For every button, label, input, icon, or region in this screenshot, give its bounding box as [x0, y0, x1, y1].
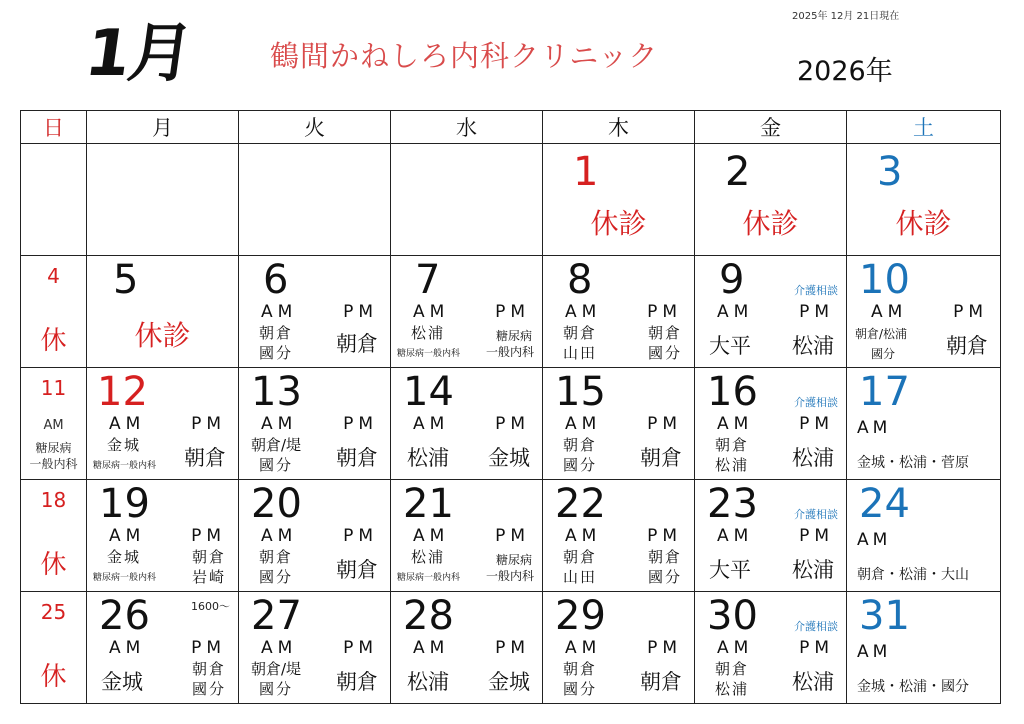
am-doctor: 松浦	[715, 680, 750, 698]
day-cell-16	[695, 368, 847, 480]
week-row-5	[21, 592, 1001, 704]
am-doctor: 國分	[259, 568, 294, 586]
am-doctor: 松浦	[411, 548, 446, 566]
day-number: 29	[555, 593, 606, 639]
day-number: 25	[40, 600, 67, 624]
am-doctor: 國分	[259, 456, 294, 474]
am-label: AM	[857, 530, 892, 550]
am-label: AM	[565, 414, 602, 434]
am-label: AM	[261, 526, 298, 546]
am-label: AM	[261, 414, 298, 434]
am-doctor: 朝倉	[563, 324, 598, 342]
day-number: 16	[707, 369, 758, 415]
am-doctor: 朝倉	[563, 660, 598, 678]
am-doctor: 國分	[563, 680, 598, 698]
pm-label: PM	[647, 302, 682, 322]
pm-doctor: 松浦	[792, 446, 834, 470]
am-doctor: 朝倉	[563, 436, 598, 454]
closed-label: 休診	[742, 207, 799, 240]
am-label: AM	[261, 638, 298, 658]
pm-doctor: 松浦	[792, 670, 834, 694]
am-doctor: 松浦	[411, 324, 446, 342]
day-number: 8	[567, 257, 593, 303]
day-cell-7	[391, 256, 543, 368]
week-row-3	[21, 368, 1001, 480]
day-number: 9	[719, 257, 745, 303]
day-number: 30	[707, 593, 758, 639]
am-label: AM	[109, 526, 146, 546]
am-label: AM	[857, 418, 892, 438]
weekday-thu: 木	[543, 111, 695, 144]
am-doctor: 金城	[107, 548, 142, 566]
am-doctor: 國分	[259, 680, 294, 698]
pm-label: PM	[191, 526, 226, 546]
day-cell-25	[21, 592, 87, 704]
day-number: 24	[859, 481, 910, 527]
rest-label: 休	[40, 662, 67, 692]
specialty-line: 糖尿病	[35, 441, 72, 455]
am-label: AM	[717, 414, 754, 434]
time-note: 1600～	[191, 600, 230, 613]
day-number: 11	[40, 376, 67, 400]
am-doctor: 朝倉/堤	[251, 436, 302, 454]
am-doctor: 朝倉	[259, 324, 294, 342]
weekday-tue: 火	[239, 111, 391, 144]
am-doctor: 國分	[563, 456, 598, 474]
day-cell-empty	[391, 144, 543, 256]
pm-specialty: 糖尿病	[495, 329, 532, 343]
am-doctor: 山田	[563, 344, 598, 362]
am-doctor: 大平	[709, 334, 751, 358]
pm-label: PM	[799, 414, 834, 434]
am-doctor: 松浦	[407, 670, 449, 694]
day-number: 21	[403, 481, 454, 527]
calendar-grid	[20, 110, 1001, 704]
pm-specialty: 一般内科	[485, 345, 534, 359]
pm-label: PM	[647, 526, 682, 546]
pm-label: PM	[495, 526, 530, 546]
am-doctor: 金城	[101, 670, 143, 694]
care-consult-label: 介護相談	[794, 620, 838, 633]
day-number: 3	[877, 149, 903, 195]
care-consult-label: 介護相談	[794, 396, 838, 409]
closed-label: 休診	[134, 319, 191, 352]
day-cell-30	[695, 592, 847, 704]
pm-doctor: 國分	[191, 680, 226, 698]
day-cell-13	[239, 368, 391, 480]
day-cell-9	[695, 256, 847, 368]
year-label: 2026年	[797, 56, 893, 87]
day-cell-26	[87, 592, 239, 704]
pm-label: PM	[191, 638, 226, 658]
pm-label: PM	[191, 414, 226, 434]
am-label: AM	[109, 414, 146, 434]
pm-doctor: 金城	[488, 446, 530, 470]
day-cell-3	[847, 144, 1001, 256]
am-doctor: 金城	[107, 436, 142, 454]
am-doctor: 朝倉	[715, 660, 750, 678]
pm-doctor: 朝倉	[191, 660, 226, 678]
am-label: AM	[413, 526, 450, 546]
am-label: AM	[43, 418, 64, 433]
day-number: 27	[251, 593, 302, 639]
week-row-4	[21, 480, 1001, 592]
weekday-fri: 金	[695, 111, 847, 144]
weekday-header-row	[21, 111, 1001, 144]
am-specialty: 糖尿病一般内科	[93, 461, 157, 471]
am-specialty: 糖尿病一般内科	[93, 573, 157, 583]
pm-label: PM	[799, 526, 834, 546]
weekday-mon: 月	[87, 111, 239, 144]
day-cell-empty	[21, 144, 87, 256]
day-number: 20	[251, 481, 302, 527]
day-cell-5	[87, 256, 239, 368]
am-doctor: 松浦	[407, 446, 449, 470]
day-cell-10	[847, 256, 1001, 368]
pm-label: PM	[495, 302, 530, 322]
am-doctors: 金城・松浦・國分	[857, 679, 969, 695]
specialty-line: 一般内科	[29, 457, 78, 471]
day-number: 5	[113, 257, 139, 303]
day-cell-15	[543, 368, 695, 480]
am-label: AM	[565, 302, 602, 322]
pm-label: PM	[647, 638, 682, 658]
am-label: AM	[413, 638, 450, 658]
am-doctors: 金城・松浦・菅原	[857, 455, 969, 471]
day-number: 17	[859, 369, 910, 415]
pm-doctor: 松浦	[792, 558, 834, 582]
day-cell-6	[239, 256, 391, 368]
day-cell-18	[21, 480, 87, 592]
pm-doctor: 朝倉	[946, 334, 988, 358]
pm-doctor: 朝倉	[336, 332, 378, 356]
pm-specialty: 糖尿病	[495, 553, 532, 567]
closed-label: 休診	[590, 207, 647, 240]
am-doctor: 大平	[709, 558, 751, 582]
am-label: AM	[413, 414, 450, 434]
day-cell-8	[543, 256, 695, 368]
am-doctor: 國分	[871, 347, 896, 361]
pm-doctor: 朝倉	[647, 324, 682, 342]
pm-doctor: 朝倉	[336, 446, 378, 470]
day-cell-27	[239, 592, 391, 704]
day-number: 1	[573, 149, 599, 195]
day-number: 28	[403, 593, 454, 639]
day-cell-14	[391, 368, 543, 480]
pm-doctor: 朝倉	[191, 548, 226, 566]
day-cell-12	[87, 368, 239, 480]
day-number: 23	[707, 481, 758, 527]
weekday-wed: 水	[391, 111, 543, 144]
day-cell-1	[543, 144, 695, 256]
day-number: 10	[859, 257, 910, 303]
day-number: 15	[555, 369, 606, 415]
closed-label: 休診	[895, 207, 952, 240]
pm-doctor: 國分	[647, 344, 682, 362]
am-doctor: 松浦	[715, 456, 750, 474]
pm-doctor: 朝倉	[184, 446, 226, 470]
day-number: 31	[859, 593, 910, 639]
pm-specialty: 一般内科	[485, 569, 534, 583]
pm-doctor: 朝倉	[640, 446, 682, 470]
pm-doctor: 朝倉	[336, 670, 378, 694]
am-specialty: 糖尿病一般内科	[397, 573, 461, 583]
am-specialty	[21, 440, 86, 472]
am-label: AM	[261, 302, 298, 322]
day-number: 26	[99, 593, 150, 639]
day-number: 22	[555, 481, 606, 527]
pm-doctor: 朝倉	[336, 558, 378, 582]
day-number: 13	[251, 369, 302, 415]
am-doctor: 朝倉	[715, 436, 750, 454]
pm-label: PM	[343, 414, 378, 434]
day-cell-21	[391, 480, 543, 592]
day-cell-23	[695, 480, 847, 592]
day-number: 4	[47, 264, 60, 288]
pm-label: PM	[495, 414, 530, 434]
week-row-1	[21, 144, 1001, 256]
pm-label: PM	[343, 638, 378, 658]
pm-label: PM	[647, 414, 682, 434]
pm-label: PM	[495, 638, 530, 658]
day-number: 12	[97, 369, 148, 415]
pm-label: PM	[343, 526, 378, 546]
day-number: 19	[99, 481, 150, 527]
day-cell-24	[847, 480, 1001, 592]
pm-label: PM	[799, 302, 834, 322]
day-cell-19	[87, 480, 239, 592]
pm-doctor: 國分	[647, 568, 682, 586]
week-row-2	[21, 256, 1001, 368]
pm-doctor: 松浦	[792, 334, 834, 358]
day-number: 6	[263, 257, 289, 303]
am-label: AM	[717, 526, 754, 546]
am-label: AM	[717, 638, 754, 658]
day-cell-empty	[239, 144, 391, 256]
care-consult-label: 介護相談	[794, 284, 838, 297]
pm-doctor: 岩崎	[191, 568, 226, 586]
day-cell-22	[543, 480, 695, 592]
am-doctors: 朝倉・松浦・大山	[857, 567, 969, 583]
day-number: 2	[725, 149, 751, 195]
pm-doctor: 金城	[488, 670, 530, 694]
am-label: AM	[871, 302, 908, 322]
am-doctor: 朝倉/堤	[251, 660, 302, 678]
day-cell-28	[391, 592, 543, 704]
day-cell-empty	[87, 144, 239, 256]
day-number: 14	[403, 369, 454, 415]
weekday-sat: 土	[847, 111, 1001, 144]
am-doctor: 山田	[563, 568, 598, 586]
pm-label: PM	[799, 638, 834, 658]
pm-doctor: 朝倉	[647, 548, 682, 566]
care-consult-label: 介護相談	[794, 508, 838, 521]
am-label: AM	[413, 302, 450, 322]
am-label: AM	[717, 302, 754, 322]
clinic-name: 鶴間かねしろ内科クリニック	[270, 39, 659, 73]
day-cell-17	[847, 368, 1001, 480]
as-of-date: 2025年 12月 21日現在	[792, 11, 900, 22]
day-cell-29	[543, 592, 695, 704]
rest-label: 休	[40, 550, 67, 580]
pm-label: PM	[953, 302, 988, 322]
day-cell-2	[695, 144, 847, 256]
am-label: AM	[109, 638, 146, 658]
day-cell-11	[21, 368, 87, 480]
day-cell-31	[847, 592, 1001, 704]
am-specialty: 糖尿病一般内科	[397, 349, 461, 359]
am-doctor: 朝倉	[259, 548, 294, 566]
am-label: AM	[565, 526, 602, 546]
am-doctor: 朝倉/松浦	[855, 327, 908, 341]
day-cell-4	[21, 256, 87, 368]
month-title: 1月	[80, 17, 196, 91]
am-doctor: 國分	[259, 344, 294, 362]
day-cell-20	[239, 480, 391, 592]
rest-label: 休	[40, 326, 67, 356]
weekday-sun: 日	[21, 111, 87, 144]
am-doctor: 朝倉	[563, 548, 598, 566]
am-label: AM	[857, 642, 892, 662]
day-number: 18	[40, 488, 67, 512]
am-label: AM	[565, 638, 602, 658]
day-number: 7	[415, 257, 441, 303]
pm-doctor: 朝倉	[640, 670, 682, 694]
pm-label: PM	[343, 302, 378, 322]
